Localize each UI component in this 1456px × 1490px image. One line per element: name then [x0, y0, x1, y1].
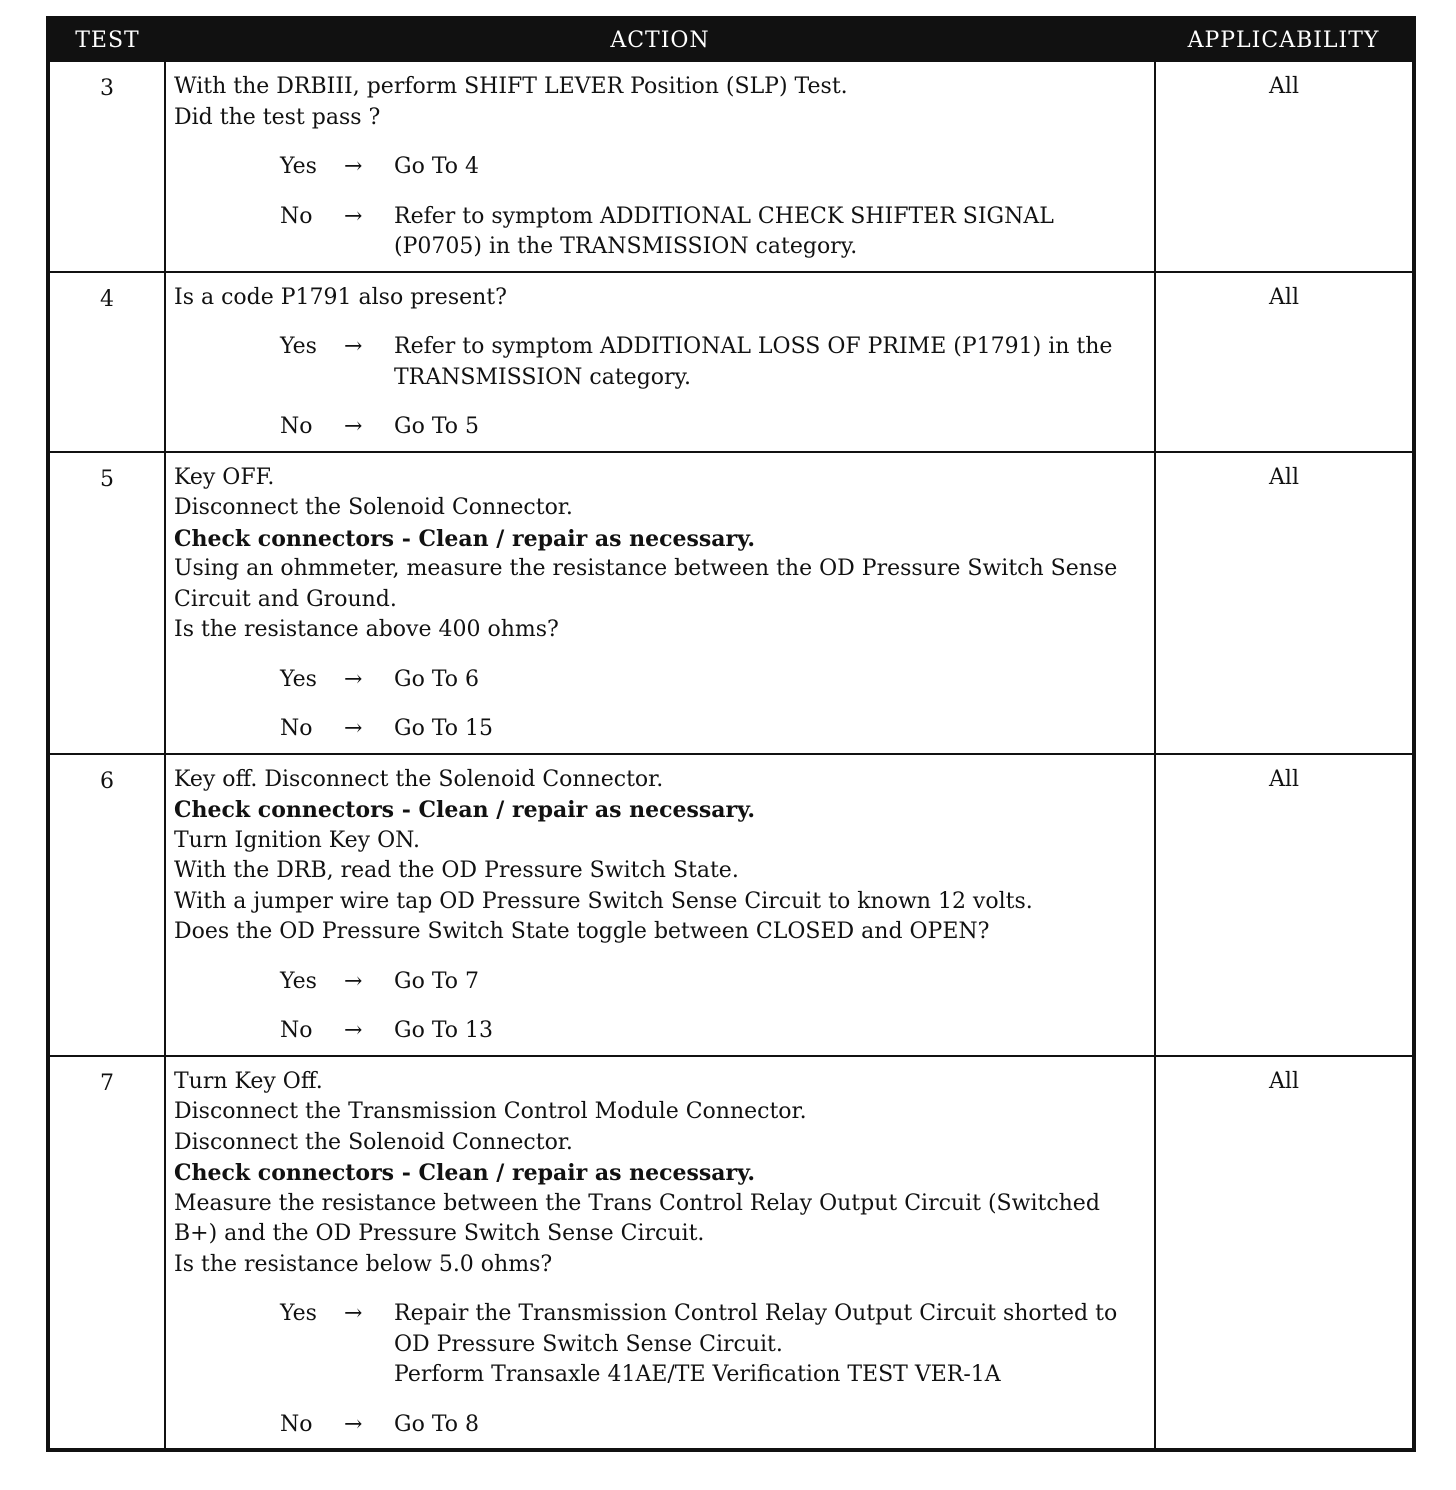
applicability-value: All — [1155, 1056, 1414, 1451]
action-line: Is the resistance above 400 ohms? — [174, 617, 559, 642]
outcome-result-line: Perform Transaxle 41AE/TE Verification TEST VER-1A — [394, 1362, 1001, 1387]
outcome-result — [394, 412, 1148, 443]
table-body — [48, 61, 1414, 1450]
test-number: 3 — [48, 61, 165, 272]
action-line: With a jumper wire tap OD Pressure Switch Sense Circuit to known 12 volts. — [174, 888, 1033, 914]
outcome-yes — [174, 1299, 1148, 1391]
outcome-result-line: Go To 7 — [394, 968, 480, 994]
outcome-no — [174, 714, 1148, 745]
outcome-answer: Yes — [280, 1301, 317, 1326]
right-arrow-icon: → — [344, 203, 363, 229]
outcome-answer: Yes — [280, 154, 317, 179]
test-number: 4 — [48, 272, 165, 452]
diagnostic-table-page — [46, 16, 1412, 1452]
applicability-value: All — [1155, 61, 1414, 272]
action-line: Does the OD Pressure Switch State toggle between CLOSED and OPEN? — [174, 919, 990, 944]
outcome-yes — [174, 152, 1148, 183]
table-row — [48, 61, 1414, 272]
outcome-answer: No — [280, 1018, 313, 1043]
action-line: Using an ohmmeter, measure the resistance between the OD Pressure Switch Sense — [174, 556, 1118, 581]
outcome-result-line: Go To 13 — [394, 1018, 494, 1043]
outcome-result — [394, 1016, 1148, 1047]
outcome-result-line: Go To 6 — [394, 666, 480, 692]
outcome-result-line: Refer to symptom ADDITIONAL LOSS OF PRIME (P1791) in the — [394, 334, 1113, 359]
action-warning-line: Check connectors - Clean / repair as necessary. — [174, 525, 756, 552]
action-line: Is the resistance below 5.0 ohms? — [174, 1251, 553, 1277]
right-arrow-icon: → — [344, 1411, 363, 1437]
applicability-value: All — [1155, 754, 1414, 1056]
outcome-result-line: OD Pressure Switch Sense Circuit. — [394, 1331, 783, 1357]
header-applicability: APPLICABILITY — [1155, 18, 1414, 61]
outcome-result-line: Go To 8 — [394, 1411, 480, 1437]
action-cell — [165, 754, 1155, 1056]
outcome-answer: No — [280, 414, 313, 439]
action-line: Is a code P1791 also present? — [174, 284, 507, 310]
action-warning-line: Check connectors - Clean / repair as necessary. — [174, 797, 756, 823]
outcome-yes — [174, 332, 1148, 393]
header-test: TEST — [48, 18, 165, 61]
outcome-result-line: Go To 15 — [394, 716, 494, 741]
test-number: 5 — [48, 452, 165, 754]
action-cell — [165, 452, 1155, 754]
action-line: Key off. Disconnect the Solenoid Connector. — [174, 766, 664, 792]
table-row — [48, 272, 1414, 452]
outcome-result — [394, 714, 1148, 745]
right-arrow-icon: → — [344, 154, 363, 179]
action-line: With the DRB, read the OD Pressure Switch State. — [174, 858, 739, 883]
diagnostic-test-table — [46, 16, 1416, 1452]
table-row — [48, 452, 1414, 754]
test-number: 7 — [48, 1056, 165, 1451]
outcome-result-line: Repair the Transmission Control Relay Output Circuit shorted to — [394, 1301, 1118, 1326]
right-arrow-icon: → — [344, 1018, 363, 1043]
outcome-answer: No — [280, 716, 313, 741]
outcome-result — [394, 967, 1148, 998]
action-line: Turn Key Off. — [174, 1068, 323, 1094]
action-cell — [165, 272, 1155, 452]
action-cell — [165, 61, 1155, 272]
outcome-result — [394, 665, 1148, 696]
outcome-answer: Yes — [280, 334, 317, 359]
action-line: Disconnect the Solenoid Connector. — [174, 1129, 573, 1155]
test-number: 6 — [48, 754, 165, 1056]
right-arrow-icon: → — [344, 414, 363, 439]
outcome-result-line: Refer to symptom ADDITIONAL CHECK SHIFTER SIGNAL — [394, 203, 1054, 229]
right-arrow-icon: → — [344, 968, 363, 994]
outcome-no — [174, 412, 1148, 443]
right-arrow-icon: → — [344, 666, 363, 692]
table-header — [48, 18, 1414, 61]
outcome-result-line: (P0705) in the TRANSMISSION category. — [394, 234, 858, 259]
action-line: Disconnect the Transmission Control Module Connector. — [174, 1099, 807, 1124]
outcome-no — [174, 202, 1148, 263]
outcome-result — [394, 152, 1148, 183]
action-line: Did the test pass ? — [174, 104, 381, 130]
outcome-result — [394, 1299, 1148, 1391]
outcome-answer: No — [280, 203, 313, 229]
action-line: Key OFF. — [174, 464, 275, 490]
outcome-answer: Yes — [280, 666, 317, 692]
outcome-result — [394, 1410, 1148, 1441]
action-cell — [165, 1056, 1155, 1451]
right-arrow-icon: → — [344, 1301, 363, 1326]
outcome-result-line: Go To 5 — [394, 414, 480, 439]
action-line: Disconnect the Solenoid Connector. — [174, 495, 573, 520]
action-warning-line: Check connectors - Clean / repair as necessary. — [174, 1160, 756, 1186]
table-row — [48, 754, 1414, 1056]
right-arrow-icon: → — [344, 334, 363, 359]
outcome-yes — [174, 967, 1148, 998]
outcome-result-line: TRANSMISSION category. — [394, 364, 692, 390]
action-line: Turn Ignition Key ON. — [174, 827, 420, 853]
applicability-value: All — [1155, 452, 1414, 754]
action-line: Measure the resistance between the Trans Control Relay Output Circuit (Switched — [174, 1190, 1100, 1216]
outcome-result — [394, 332, 1148, 393]
outcome-result-line: Go To 4 — [394, 154, 480, 179]
applicability-value: All — [1155, 272, 1414, 452]
outcome-yes — [174, 665, 1148, 696]
header-action: ACTION — [165, 18, 1155, 61]
table-row — [48, 1056, 1414, 1451]
outcome-answer: No — [280, 1411, 313, 1437]
action-line: Circuit and Ground. — [174, 586, 397, 612]
outcome-no — [174, 1410, 1148, 1441]
outcome-no — [174, 1016, 1148, 1047]
action-line: With the DRBIII, perform SHIFT LEVER Position (SLP) Test. — [174, 74, 848, 99]
outcome-answer: Yes — [280, 968, 317, 994]
outcome-result — [394, 202, 1148, 263]
action-line: B+) and the OD Pressure Switch Sense Circuit. — [174, 1221, 705, 1246]
right-arrow-icon: → — [344, 716, 363, 741]
